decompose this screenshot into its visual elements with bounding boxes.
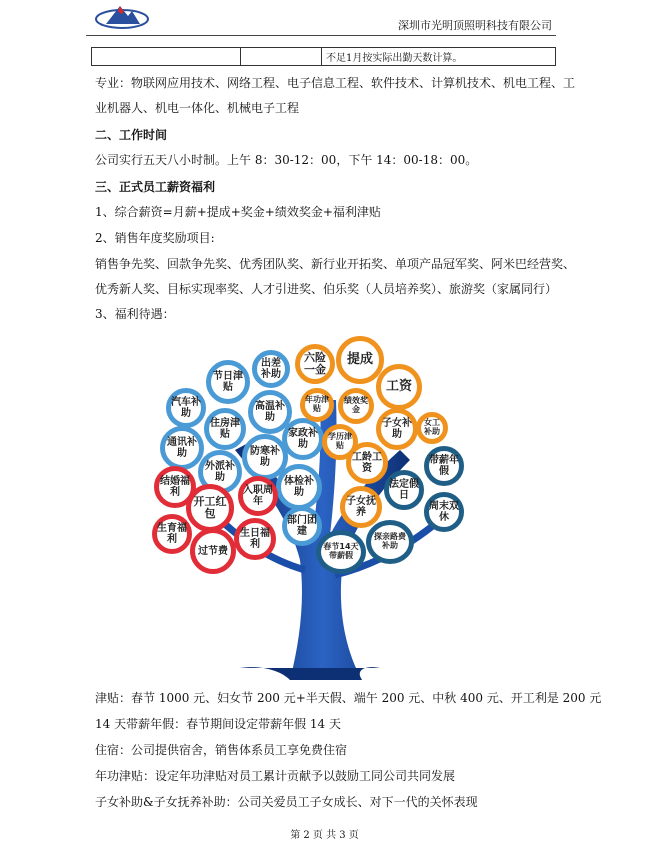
benefit-circle-housekeeping-subsidy: 家政补助 <box>282 418 324 460</box>
salary-item-3: 3、福利待遇： <box>95 307 175 321</box>
benefit-circle-health-check: 体检补助 <box>276 464 322 510</box>
benefits-tree-diagram <box>140 330 500 680</box>
benefit-circle-weekend-off: 周末双休 <box>424 492 464 532</box>
benefit-circle-child-support: 子女抚养 <box>340 486 382 528</box>
benefit-circle-statutory-holiday: 法定假日 <box>384 470 424 510</box>
work-time-text: 公司实行五天八小时制。上午 8：30-12：00，下午 14：00-18：00。 <box>95 153 478 167</box>
benefit-annual-leave: 14 天带薪年假：春节期间设定带薪年假 14 天 <box>95 717 341 731</box>
benefit-housing: 住宿：公司提供宿舍，销售体系员工享免费住宿 <box>95 743 348 757</box>
company-logo <box>94 2 150 30</box>
salary-item-1: 1、综合薪资=月薪+提成+奖金+绩效奖金+福利津贴 <box>95 205 381 219</box>
benefit-circle-paid-annual-leave: 带薪年假 <box>424 446 464 486</box>
benefit-circle-maternity: 生育福利 <box>152 514 192 554</box>
benefit-circle-telecom-subsidy: 通讯补助 <box>160 426 204 470</box>
page-header <box>86 0 556 36</box>
benefit-circle-opening-red-packet: 开工红包 <box>186 484 234 532</box>
benefit-circle-insurance: 六险一金 <box>295 344 335 384</box>
table-cell-empty <box>92 48 241 66</box>
benefit-allowance: 津贴：春节 1000 元、妇女节 200 元+半天假、端午 200 元、中秋 400 元、开工利是 200 元 <box>95 691 602 705</box>
salary-table <box>91 47 556 66</box>
major-line-2: 业机器人、机电一体化、机械电子工程 <box>95 101 300 115</box>
benefit-circle-cold-subsidy: 防寒补助 <box>242 434 288 480</box>
section-heading-salary: 三、正式员工薪资福利 <box>95 180 216 194</box>
benefit-circle-education-allowance: 学历津贴 <box>322 424 358 460</box>
benefit-circle-housing-allowance: 住房津贴 <box>204 408 246 450</box>
benefit-circle-wage: 工资 <box>376 364 422 410</box>
benefit-circle-heat-subsidy: 高温补助 <box>248 390 292 434</box>
benefit-circle-team-building: 部门团建 <box>282 506 322 546</box>
benefit-circle-commission: 提成 <box>336 336 384 384</box>
benefit-circle-assignment-subsidy: 外派补助 <box>198 450 242 494</box>
benefit-circle-performance-bonus: 绩效奖金 <box>338 388 374 424</box>
benefit-circle-birthday: 生日福利 <box>234 518 276 560</box>
salary-item-2: 2、销售年度奖励项目: <box>95 231 215 245</box>
benefit-circle-work-anniversary: 入职周年 <box>238 476 278 516</box>
benefit-circle-holiday-pay: 过节费 <box>190 528 236 574</box>
benefit-circle-female-subsidy: 女工补助 <box>416 412 448 444</box>
major-line-1: 专业：物联网应用技术、网络工程、电子信息工程、软件技术、计算机技术、机电工程、工 <box>95 76 576 90</box>
benefit-circle-seniority-wage: 工龄工资 <box>346 442 388 484</box>
page-number: 第 2 页 共 3 页 <box>290 830 359 841</box>
benefit-circle-car-subsidy: 汽车补助 <box>166 388 206 428</box>
benefit-circle-business-trip: 出差补助 <box>252 350 290 388</box>
company-name: 深圳市光明顶照明科技有限公司 <box>398 19 552 32</box>
benefit-children: 子女补助&子女抚养补助：公司关爱员工子女成长、对下一代的关怀表现 <box>95 795 478 809</box>
benefit-circle-wedding: 结婚福利 <box>154 466 196 508</box>
awards-line-1: 销售争先奖、回款争先奖、优秀团队奖、新行业开拓奖、单项产品冠军奖、阿米巴经营奖、 <box>95 257 576 271</box>
benefit-circle-seniority-allowance: 年功津贴 <box>300 388 334 422</box>
benefit-circle-home-visit-fare: 探亲路费补助 <box>366 520 414 564</box>
table-cell-note: 不足1月按实际出勤天数计算。 <box>322 48 556 66</box>
benefit-circle-spring-festival-leave: 春节14天带薪假 <box>316 530 366 574</box>
awards-line-2: 优秀新人奖、目标实现率奖、人才引进奖、伯乐奖（人员培养奖）、旅游奖（家属同行） <box>95 282 558 296</box>
table-cell-empty <box>241 48 322 66</box>
benefit-seniority: 年功津贴：设定年功津贴对员工累计贡献予以鼓励工同公司共同发展 <box>95 769 456 783</box>
benefit-circle-child-subsidy: 子女补助 <box>376 408 418 450</box>
section-heading-work-time: 二、工作时间 <box>95 128 168 142</box>
benefit-circle-festival-allowance: 节日津贴 <box>206 360 250 404</box>
